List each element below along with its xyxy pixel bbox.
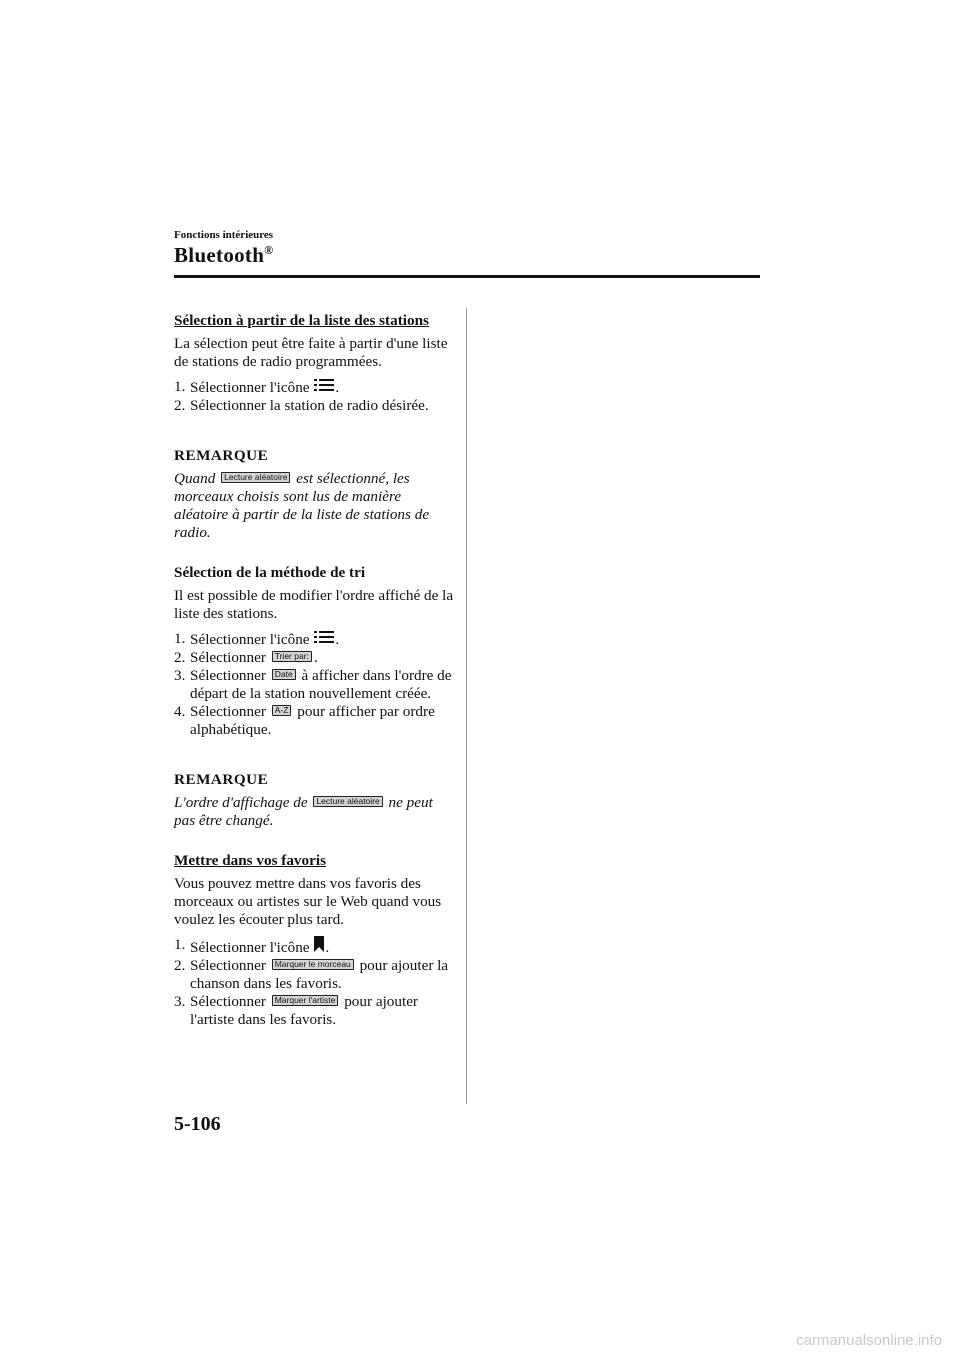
- list-item: [174, 649, 456, 667]
- step-number: 3.: [174, 993, 186, 1010]
- step-number: 2.: [174, 397, 186, 414]
- step-text-pre: Sélectionner: [190, 667, 266, 684]
- step-text: [190, 957, 456, 993]
- list-item: [174, 397, 456, 415]
- list-item: [174, 703, 456, 739]
- page-number: 5-106: [174, 1113, 221, 1135]
- step-text-pre: Sélectionner l'icône: [190, 939, 310, 956]
- list-item: [174, 667, 456, 703]
- list-icon: [314, 378, 334, 392]
- step-text: [190, 703, 456, 739]
- step-number: 1.: [174, 378, 186, 395]
- step-text-post: pour ajouter la chanson dans les favoris.: [190, 957, 449, 992]
- note-title: REMARQUE: [174, 447, 269, 464]
- column-divider: [466, 308, 467, 1104]
- note-text-pre: L'ordre d'affichage de: [174, 794, 308, 811]
- step-number: 4.: [174, 703, 186, 720]
- step-text-post: pour afficher par ordre alphabétique.: [190, 703, 435, 738]
- step-text-pre: Sélectionner l'icône: [190, 379, 310, 396]
- shuffle-button-label: Lecture aléatoire: [313, 796, 382, 807]
- bookmark-artist-button-label: Marquer l'artiste: [272, 995, 339, 1006]
- section-title-text: Bluetooth: [174, 243, 265, 267]
- step-text: [190, 993, 456, 1029]
- step-text-post: .: [335, 379, 340, 396]
- step-number: 2.: [174, 649, 186, 666]
- note-text-post: est sélectionné, les morceaux choisis sont lus de manière aléatoire à partir de la liste de stations de radio.: [174, 470, 430, 541]
- step-text: [190, 378, 456, 397]
- step-text-post: .: [313, 649, 318, 666]
- header-rule: [174, 275, 760, 278]
- sort-by-button-label: Trier par:: [272, 651, 312, 662]
- step-number: 2.: [174, 957, 186, 974]
- note-text-post: ne peut pas être changé.: [174, 794, 433, 829]
- heading-bookmark: Mettre dans vos favoris: [174, 852, 326, 869]
- step-text-post: .: [335, 631, 340, 648]
- step-text-pre: Sélectionner: [190, 703, 266, 720]
- step-text-pre: Sélectionner l'icône: [190, 631, 310, 648]
- heading-sort-method: Sélection de la méthode de tri: [174, 564, 366, 581]
- list-item: [174, 378, 456, 397]
- registered-mark: ®: [264, 243, 274, 257]
- heading-station-list: Sélection à partir de la liste des stations: [174, 312, 429, 329]
- list-item: [174, 630, 456, 649]
- shuffle-button-label: Lecture aléatoire: [221, 472, 290, 483]
- bookmark-icon: [314, 936, 324, 952]
- step-number: 1.: [174, 936, 186, 953]
- note-text-pre: Quand: [174, 470, 216, 487]
- list-item: [174, 957, 456, 993]
- step-number: 1.: [174, 630, 186, 647]
- step-text: Sélectionner la station de radio désirée.: [190, 397, 429, 414]
- bookmark-song-button-label: Marquer le morceau: [272, 959, 354, 970]
- paragraph-station-list: La sélection peut être faite à partir d'une liste de stations de radio programmées.: [174, 335, 448, 370]
- section-title: [174, 243, 273, 268]
- list-icon: [314, 630, 334, 644]
- paragraph-bookmark: Vous pouvez mettre dans vos favoris des morceaux ou artistes sur le Web quand vous voulez les écouter plus tard.: [174, 875, 442, 928]
- step-text-post: .: [325, 939, 330, 956]
- note-title: REMARQUE: [174, 771, 269, 788]
- step-text: [190, 649, 456, 667]
- step-text: [190, 630, 456, 649]
- step-text-post: pour ajouter l'artiste dans les favoris.: [190, 993, 418, 1028]
- step-text: [190, 936, 456, 957]
- step-text-pre: Sélectionner: [190, 993, 266, 1010]
- steps-bookmark: [174, 936, 456, 1029]
- step-text-post: à afficher dans l'ordre de départ de la station nouvellement créée.: [190, 667, 452, 702]
- step-text: [190, 667, 456, 703]
- steps-station-list: [174, 378, 456, 415]
- left-column: [174, 312, 456, 1029]
- chapter-label: Fonctions intérieures: [174, 229, 274, 241]
- list-item: [174, 936, 456, 957]
- paragraph-sort-method: Il est possible de modifier l'ordre affiché de la liste des stations.: [174, 587, 454, 622]
- steps-sort-method: [174, 630, 456, 739]
- date-button-label: Date: [272, 669, 296, 680]
- note-text: [174, 470, 456, 542]
- step-text-pre: Sélectionner: [190, 957, 266, 974]
- step-number: 3.: [174, 667, 186, 684]
- step-text-pre: Sélectionner: [190, 649, 266, 666]
- note-text: [174, 794, 456, 830]
- footer-watermark: carmanualsonline.info: [796, 1332, 942, 1349]
- list-item: [174, 993, 456, 1029]
- a-z-button-label: A-Z: [272, 705, 292, 716]
